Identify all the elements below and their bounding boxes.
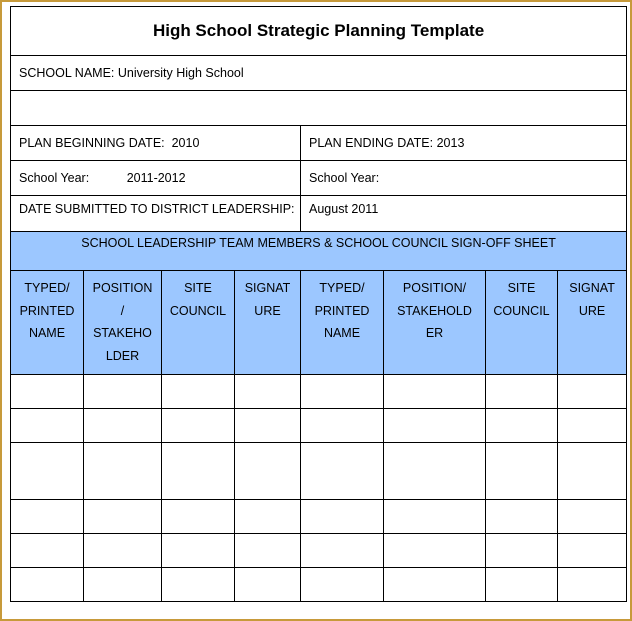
table-row: [11, 568, 627, 602]
table-cell[interactable]: [486, 375, 558, 409]
school-name-value: University High School: [117, 66, 244, 80]
signoff-title: SCHOOL LEADERSHIP TEAM MEMBERS & SCHOOL COUNCIL SIGN-OFF SHEET: [11, 232, 627, 271]
table-cell[interactable]: [162, 568, 235, 602]
table-cell[interactable]: [11, 568, 84, 602]
plan-ending-field[interactable]: [301, 126, 627, 161]
plan-ending-label: PLAN ENDING DATE:: [309, 136, 434, 150]
table-cell[interactable]: [301, 534, 384, 568]
table-cell[interactable]: [235, 568, 301, 602]
plan-ending-value: 2013: [436, 136, 465, 150]
table-cell[interactable]: [301, 568, 384, 602]
table-cell[interactable]: [84, 443, 162, 500]
blank-row[interactable]: [11, 91, 627, 126]
table-cell[interactable]: [162, 375, 235, 409]
table-cell[interactable]: [558, 409, 627, 443]
school-year-field-right[interactable]: [301, 161, 627, 196]
table-cell[interactable]: [84, 409, 162, 443]
table-cell[interactable]: [84, 534, 162, 568]
table-cell[interactable]: [84, 375, 162, 409]
date-submitted-value: August 2011: [309, 202, 379, 216]
table-cell[interactable]: [162, 443, 235, 500]
table-cell[interactable]: [235, 443, 301, 500]
signoff-header-row: [11, 271, 627, 375]
col-header-typed-name-2: TYPED/ PRINTED NAME: [301, 271, 384, 375]
table-cell[interactable]: [235, 500, 301, 534]
table-cell[interactable]: [11, 375, 84, 409]
table-cell[interactable]: [301, 443, 384, 500]
school-year-field-left[interactable]: [11, 161, 301, 196]
table-cell[interactable]: [301, 500, 384, 534]
table-row: [11, 409, 627, 443]
table-cell[interactable]: [486, 500, 558, 534]
table-row: [11, 534, 627, 568]
table-cell[interactable]: [11, 500, 84, 534]
table-cell[interactable]: [84, 500, 162, 534]
table-cell[interactable]: [235, 409, 301, 443]
table-cell[interactable]: [11, 534, 84, 568]
col-header-position-1: POSITION / STAKEHO LDER: [84, 271, 162, 375]
table-cell[interactable]: [558, 568, 627, 602]
plan-beginning-field[interactable]: [11, 126, 301, 161]
table-cell[interactable]: [384, 375, 486, 409]
table-cell[interactable]: [235, 375, 301, 409]
planning-table: [10, 6, 627, 602]
school-year-label: School Year:: [19, 171, 90, 185]
col-header-position-2: POSITION/ STAKEHOLD ER: [384, 271, 486, 375]
col-header-signature-2: SIGNAT URE: [558, 271, 627, 375]
table-cell[interactable]: [162, 500, 235, 534]
plan-beginning-label: PLAN BEGINNING DATE:: [19, 136, 165, 150]
table-cell[interactable]: [11, 409, 84, 443]
table-cell[interactable]: [162, 534, 235, 568]
table-cell[interactable]: [11, 443, 84, 500]
col-header-typed-name-1: TYPED/ PRINTED NAME: [11, 271, 84, 375]
table-row: [11, 443, 627, 500]
table-cell[interactable]: [301, 375, 384, 409]
date-submitted-value-cell[interactable]: [301, 196, 627, 232]
date-submitted-label: DATE SUBMITTED TO DISTRICT LEADERSHIP:: [19, 202, 295, 216]
col-header-site-council-2: SITE COUNCIL: [486, 271, 558, 375]
school-year-label-right: School Year:: [309, 171, 380, 185]
table-cell[interactable]: [558, 375, 627, 409]
date-submitted-field[interactable]: [11, 196, 301, 232]
table-cell[interactable]: [486, 534, 558, 568]
table-cell[interactable]: [486, 568, 558, 602]
table-cell[interactable]: [162, 409, 235, 443]
table-cell[interactable]: [384, 568, 486, 602]
table-row: [11, 375, 627, 409]
col-header-signature-1: SIGNAT URE: [235, 271, 301, 375]
col-header-site-council-1: SITE COUNCIL: [162, 271, 235, 375]
table-cell[interactable]: [301, 409, 384, 443]
table-cell[interactable]: [384, 409, 486, 443]
table-cell[interactable]: [84, 568, 162, 602]
table-cell[interactable]: [558, 443, 627, 500]
table-cell[interactable]: [384, 500, 486, 534]
school-name-label: SCHOOL NAME:: [19, 66, 115, 80]
table-cell[interactable]: [558, 500, 627, 534]
table-cell[interactable]: [486, 409, 558, 443]
table-row: [11, 500, 627, 534]
school-name-field[interactable]: [11, 56, 627, 91]
table-cell[interactable]: [384, 534, 486, 568]
table-cell[interactable]: [384, 443, 486, 500]
table-cell[interactable]: [486, 443, 558, 500]
table-cell[interactable]: [558, 534, 627, 568]
plan-beginning-value: 2010: [171, 136, 200, 150]
school-year-value: 2011-2012: [126, 171, 186, 185]
page-title: High School Strategic Planning Template: [11, 7, 627, 56]
table-cell[interactable]: [235, 534, 301, 568]
